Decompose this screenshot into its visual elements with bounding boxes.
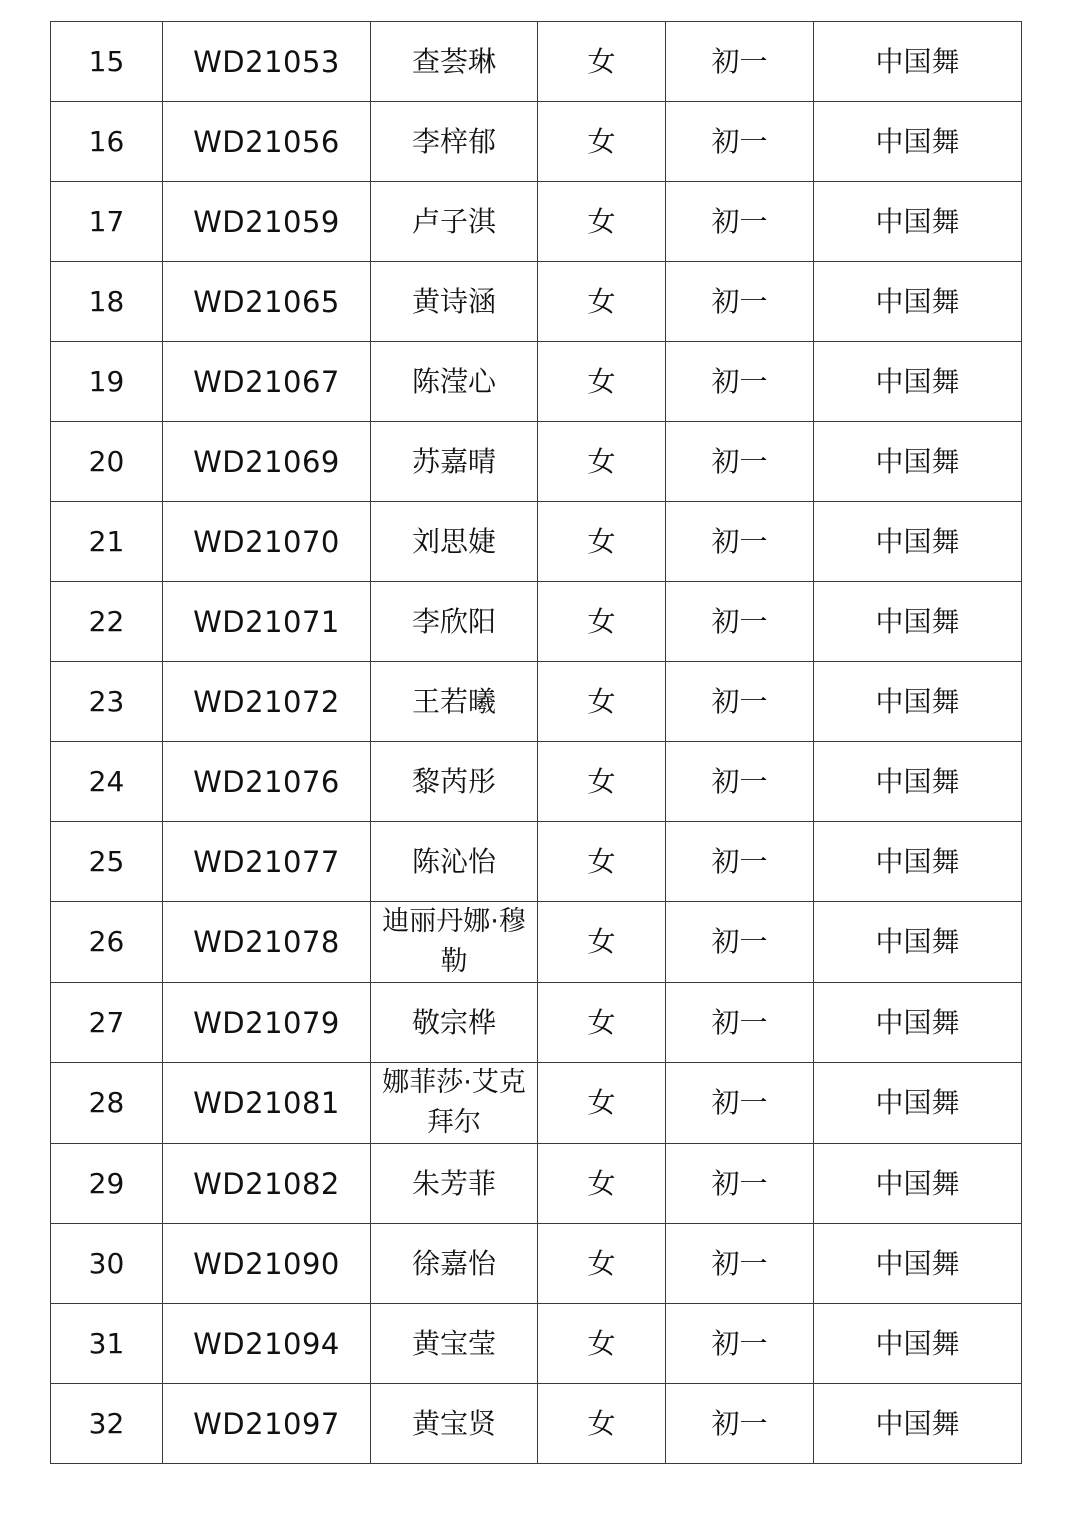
table-row	[51, 1384, 1022, 1464]
table-row	[51, 1224, 1022, 1304]
major-cell: 中国舞	[814, 342, 1022, 422]
row-number-cell: 16	[51, 102, 163, 182]
student-name-cell: 刘思婕	[371, 502, 538, 582]
gender-cell: 女	[538, 22, 666, 102]
student-id-cell: WD21082	[163, 1144, 371, 1224]
gender-cell: 女	[538, 1224, 666, 1304]
row-number-cell: 32	[51, 1384, 163, 1464]
grade-cell: 初一	[666, 102, 814, 182]
student-id-cell: WD21065	[163, 262, 371, 342]
student-name-cell: 朱芳菲	[371, 1144, 538, 1224]
gender-cell: 女	[538, 502, 666, 582]
grade-cell: 初一	[666, 262, 814, 342]
row-number-cell: 18	[51, 262, 163, 342]
table-row	[51, 1304, 1022, 1384]
grade-cell: 初一	[666, 742, 814, 822]
table-row	[51, 502, 1022, 582]
table-row	[51, 742, 1022, 822]
table-row	[51, 822, 1022, 902]
student-id-cell: WD21069	[163, 422, 371, 502]
student-list-sheet	[50, 21, 1022, 1464]
student-name-cell: 李欣阳	[371, 582, 538, 662]
table-row	[51, 662, 1022, 742]
student-id-cell: WD21094	[163, 1304, 371, 1384]
row-number-cell: 19	[51, 342, 163, 422]
table-row	[51, 22, 1022, 102]
grade-cell: 初一	[666, 22, 814, 102]
gender-cell: 女	[538, 582, 666, 662]
student-name-cell: 陈滢心	[371, 342, 538, 422]
row-number-cell: 25	[51, 822, 163, 902]
table-row	[51, 582, 1022, 662]
student-id-cell: WD21053	[163, 22, 371, 102]
major-cell: 中国舞	[814, 822, 1022, 902]
student-name-cell: 查荟琳	[371, 22, 538, 102]
grade-cell: 初一	[666, 822, 814, 902]
student-id-cell: WD21056	[163, 102, 371, 182]
grade-cell: 初一	[666, 422, 814, 502]
row-number-cell: 23	[51, 662, 163, 742]
major-cell: 中国舞	[814, 1384, 1022, 1464]
student-name-cell: 陈沁怡	[371, 822, 538, 902]
major-cell: 中国舞	[814, 742, 1022, 822]
student-table-body	[51, 22, 1022, 1464]
student-id-cell: WD21081	[163, 1063, 371, 1144]
student-id-cell: WD21072	[163, 662, 371, 742]
gender-cell: 女	[538, 422, 666, 502]
grade-cell: 初一	[666, 662, 814, 742]
gender-cell: 女	[538, 662, 666, 742]
table-row	[51, 182, 1022, 262]
gender-cell: 女	[538, 102, 666, 182]
student-name-cell: 苏嘉晴	[371, 422, 538, 502]
row-number-cell: 20	[51, 422, 163, 502]
student-id-cell: WD21078	[163, 902, 371, 983]
student-table	[50, 21, 1022, 1464]
student-name-cell: 徐嘉怡	[371, 1224, 538, 1304]
student-name-cell: 卢子淇	[371, 182, 538, 262]
major-cell: 中国舞	[814, 582, 1022, 662]
student-id-cell: WD21071	[163, 582, 371, 662]
row-number-cell: 31	[51, 1304, 163, 1384]
gender-cell: 女	[538, 1144, 666, 1224]
gender-cell: 女	[538, 742, 666, 822]
student-id-cell: WD21070	[163, 502, 371, 582]
student-id-cell: WD21076	[163, 742, 371, 822]
grade-cell: 初一	[666, 1224, 814, 1304]
student-id-cell: WD21079	[163, 983, 371, 1063]
major-cell: 中国舞	[814, 983, 1022, 1063]
row-number-cell: 27	[51, 983, 163, 1063]
grade-cell: 初一	[666, 1384, 814, 1464]
student-name-cell: 黄宝贤	[371, 1384, 538, 1464]
table-row	[51, 983, 1022, 1063]
major-cell: 中国舞	[814, 902, 1022, 983]
row-number-cell: 26	[51, 902, 163, 983]
major-cell: 中国舞	[814, 1144, 1022, 1224]
table-row	[51, 902, 1022, 983]
major-cell: 中国舞	[814, 262, 1022, 342]
student-id-cell: WD21059	[163, 182, 371, 262]
grade-cell: 初一	[666, 582, 814, 662]
major-cell: 中国舞	[814, 662, 1022, 742]
gender-cell: 女	[538, 1384, 666, 1464]
student-name-cell: 娜菲莎·艾克拜尔	[371, 1063, 538, 1144]
row-number-cell: 30	[51, 1224, 163, 1304]
major-cell: 中国舞	[814, 422, 1022, 502]
table-row	[51, 1144, 1022, 1224]
gender-cell: 女	[538, 902, 666, 983]
student-id-cell: WD21090	[163, 1224, 371, 1304]
major-cell: 中国舞	[814, 22, 1022, 102]
gender-cell: 女	[538, 1304, 666, 1384]
table-row	[51, 422, 1022, 502]
major-cell: 中国舞	[814, 1224, 1022, 1304]
grade-cell: 初一	[666, 1063, 814, 1144]
major-cell: 中国舞	[814, 502, 1022, 582]
student-name-cell: 迪丽丹娜·穆勒	[371, 902, 538, 983]
grade-cell: 初一	[666, 983, 814, 1063]
grade-cell: 初一	[666, 182, 814, 262]
gender-cell: 女	[538, 983, 666, 1063]
major-cell: 中国舞	[814, 182, 1022, 262]
row-number-cell: 24	[51, 742, 163, 822]
student-name-cell: 敬宗桦	[371, 983, 538, 1063]
grade-cell: 初一	[666, 342, 814, 422]
row-number-cell: 29	[51, 1144, 163, 1224]
grade-cell: 初一	[666, 502, 814, 582]
row-number-cell: 22	[51, 582, 163, 662]
grade-cell: 初一	[666, 1304, 814, 1384]
student-id-cell: WD21097	[163, 1384, 371, 1464]
row-number-cell: 21	[51, 502, 163, 582]
table-row	[51, 262, 1022, 342]
student-name-cell: 李梓郁	[371, 102, 538, 182]
student-name-cell: 黄诗涵	[371, 262, 538, 342]
table-row	[51, 1063, 1022, 1144]
student-name-cell: 王若曦	[371, 662, 538, 742]
major-cell: 中国舞	[814, 1063, 1022, 1144]
gender-cell: 女	[538, 1063, 666, 1144]
row-number-cell: 15	[51, 22, 163, 102]
major-cell: 中国舞	[814, 1304, 1022, 1384]
row-number-cell: 17	[51, 182, 163, 262]
row-number-cell: 28	[51, 1063, 163, 1144]
table-row	[51, 102, 1022, 182]
student-name-cell: 黎芮彤	[371, 742, 538, 822]
grade-cell: 初一	[666, 1144, 814, 1224]
student-id-cell: WD21067	[163, 342, 371, 422]
gender-cell: 女	[538, 182, 666, 262]
gender-cell: 女	[538, 822, 666, 902]
gender-cell: 女	[538, 262, 666, 342]
gender-cell: 女	[538, 342, 666, 422]
student-name-cell: 黄宝莹	[371, 1304, 538, 1384]
student-id-cell: WD21077	[163, 822, 371, 902]
grade-cell: 初一	[666, 902, 814, 983]
table-row	[51, 342, 1022, 422]
major-cell: 中国舞	[814, 102, 1022, 182]
